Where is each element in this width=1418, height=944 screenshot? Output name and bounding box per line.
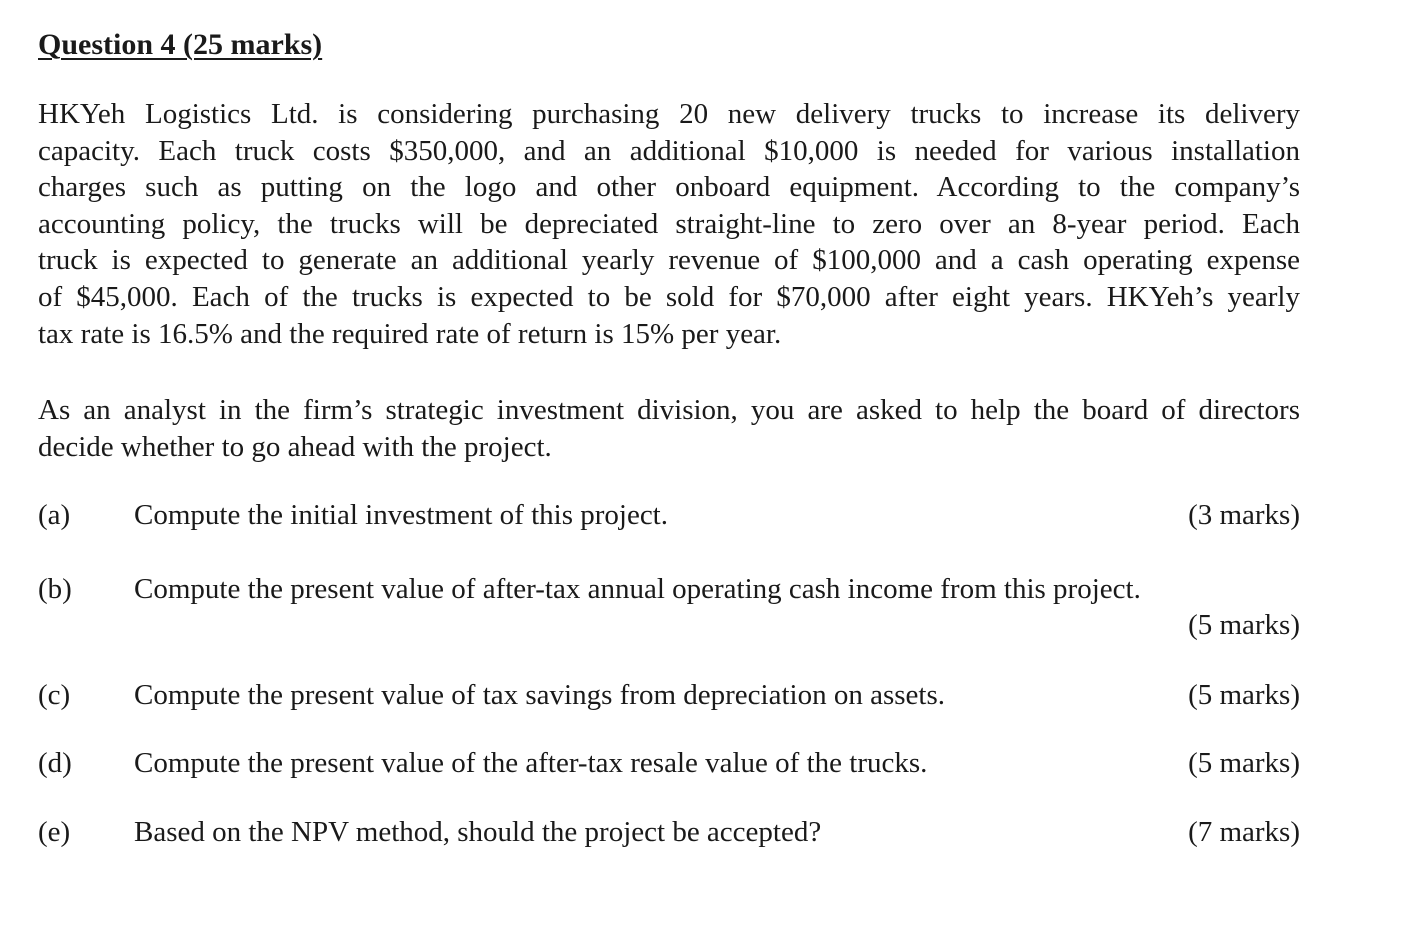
task-paragraph (38, 392, 1300, 465)
intro-line: tax rate is 16.5% and the required rate of return is 15% per year. (38, 317, 782, 350)
part-text: Compute the present value of after-tax annual operating cash income from this project. (134, 573, 1141, 605)
intro-line: of $45,000. Each of the trucks is expected to be sold for $70,000 after eight years. HKYeh’s yearly (38, 280, 1300, 313)
part-label: (c) (38, 679, 71, 711)
part-marks: (5 marks) (1188, 679, 1300, 711)
question-part-d (38, 745, 1300, 785)
part-marks: (5 marks) (1188, 609, 1300, 641)
part-label: (d) (38, 747, 72, 779)
part-text: Based on the NPV method, should the project be accepted? (134, 816, 822, 848)
task-line: decide whether to go ahead with the project. (38, 430, 552, 463)
part-marks: (5 marks) (1188, 747, 1300, 779)
task-line: As an analyst in the firm’s strategic investment division, you are asked to help the board of directors (38, 394, 1300, 426)
question-part-c (38, 677, 1300, 717)
part-label: (e) (38, 816, 71, 848)
part-text: Compute the initial investment of this project. (134, 499, 668, 531)
question-part-a (38, 497, 1300, 537)
part-text: Compute the present value of the after-tax resale value of the trucks. (134, 747, 928, 779)
question-part-e (38, 814, 1300, 854)
question-part-b (38, 571, 1300, 641)
part-label: (a) (38, 499, 71, 531)
intro-line: accounting policy, the trucks will be depreciated straight-line to zero over an 8-year period. Each (38, 207, 1300, 240)
part-text: Compute the present value of tax savings from depreciation on assets. (134, 679, 945, 711)
question-heading: Question 4 (25 marks) (38, 28, 323, 61)
intro-line: charges such as putting on the logo and other onboard equipment. According to the company’s (38, 171, 1300, 204)
part-marks: (3 marks) (1188, 499, 1300, 531)
part-marks: (7 marks) (1188, 816, 1300, 848)
intro-paragraph (38, 96, 1300, 352)
part-label: (b) (38, 573, 72, 605)
intro-line: capacity. Each truck costs $350,000, and an additional $10,000 is needed for various installation (38, 134, 1300, 167)
intro-line: HKYeh Logistics Ltd. is considering purchasing 20 new delivery trucks to increase its delivery (38, 98, 1300, 130)
intro-line: truck is expected to generate an additional yearly revenue of $100,000 and a cash operating expense (38, 244, 1300, 277)
